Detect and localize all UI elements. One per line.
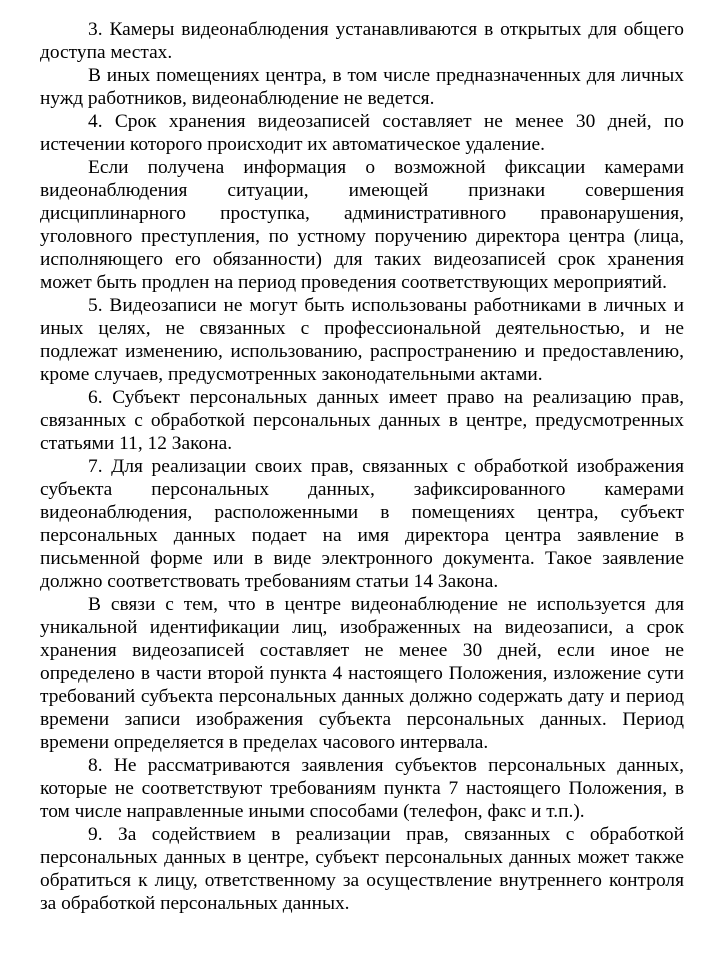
paragraph-item-7-continued: В связи с тем, что в центре видеонаблюдение не используется для уникальной идентификации лиц, изображенных на видеозаписи, а срок хранения видеозаписей составляет не менее 30 дней, если иное не определено в части второй пункта 4 настоящего Положения, изложение сути требований субъекта персональных данных должно содержать дату и период времени записи изображения субъекта персональных данных. Период времени определяется в пределах часового интервала. [40, 594, 684, 753]
paragraph-item-7: 7. Для реализации своих прав, связанных с обработкой изображения субъекта персональных данных, зафиксированного камерами видеонаблюдения, расположенными в помещениях центра, субъект персональных данных подает на имя директора центра заявление в письменной форме или в виде электронного документа. Такое заявление должно соответствовать требованиям статьи 14 Закона. [40, 456, 684, 592]
paragraph-item-9: 9. За содействием в реализации прав, связанных с обработкой персональных данных в центре, субъект персональных данных может также обратиться к лицу, ответственному за осуществление внутреннего контроля за обработкой персональных данных. [40, 824, 684, 914]
paragraph-item-3: 3. Камеры видеонаблюдения устанавливаются в открытых для общего доступа местах. [40, 19, 684, 63]
paragraph-item-5: 5. Видеозаписи не могут быть использованы работниками в личных и иных целях, не связанных с профессиональной деятельностью, и не подлежат изменению, использованию, распространению и предоставлению, кроме случаев, предусмотренных законодательными актами. [40, 295, 684, 385]
paragraph-item-8: 8. Не рассматриваются заявления субъектов персональных данных, которые не соответствуют требованиям пункта 7 настоящего Положения, в том числе направленные иными способами (телефон, факс и т.п.). [40, 755, 684, 822]
paragraph-item-4: 4. Срок хранения видеозаписей составляет не менее 30 дней, по истечении которого происходит их автоматическое удаление. [40, 111, 684, 155]
document-body [40, 18, 684, 915]
paragraph-item-6: 6. Субъект персональных данных имеет право на реализацию прав, связанных с обработкой персональных данных в центре, предусмотренных статьями 11, 12 Закона. [40, 387, 684, 454]
paragraph-item-3-continued: В иных помещениях центра, в том числе предназначенных для личных нужд работников, видеонаблюдение не ведется. [40, 65, 684, 109]
paragraph-item-4-continued: Если получена информация о возможной фиксации камерами видеонаблюдения ситуации, имеющей признаки совершения дисциплинарного проступка, административного правонарушения, уголовного преступления, по устному поручению директора центра (лица, исполняющего его обязанности) для таких видеозаписей срок хранения может быть продлен на период проведения соответствующих мероприятий. [40, 157, 684, 293]
